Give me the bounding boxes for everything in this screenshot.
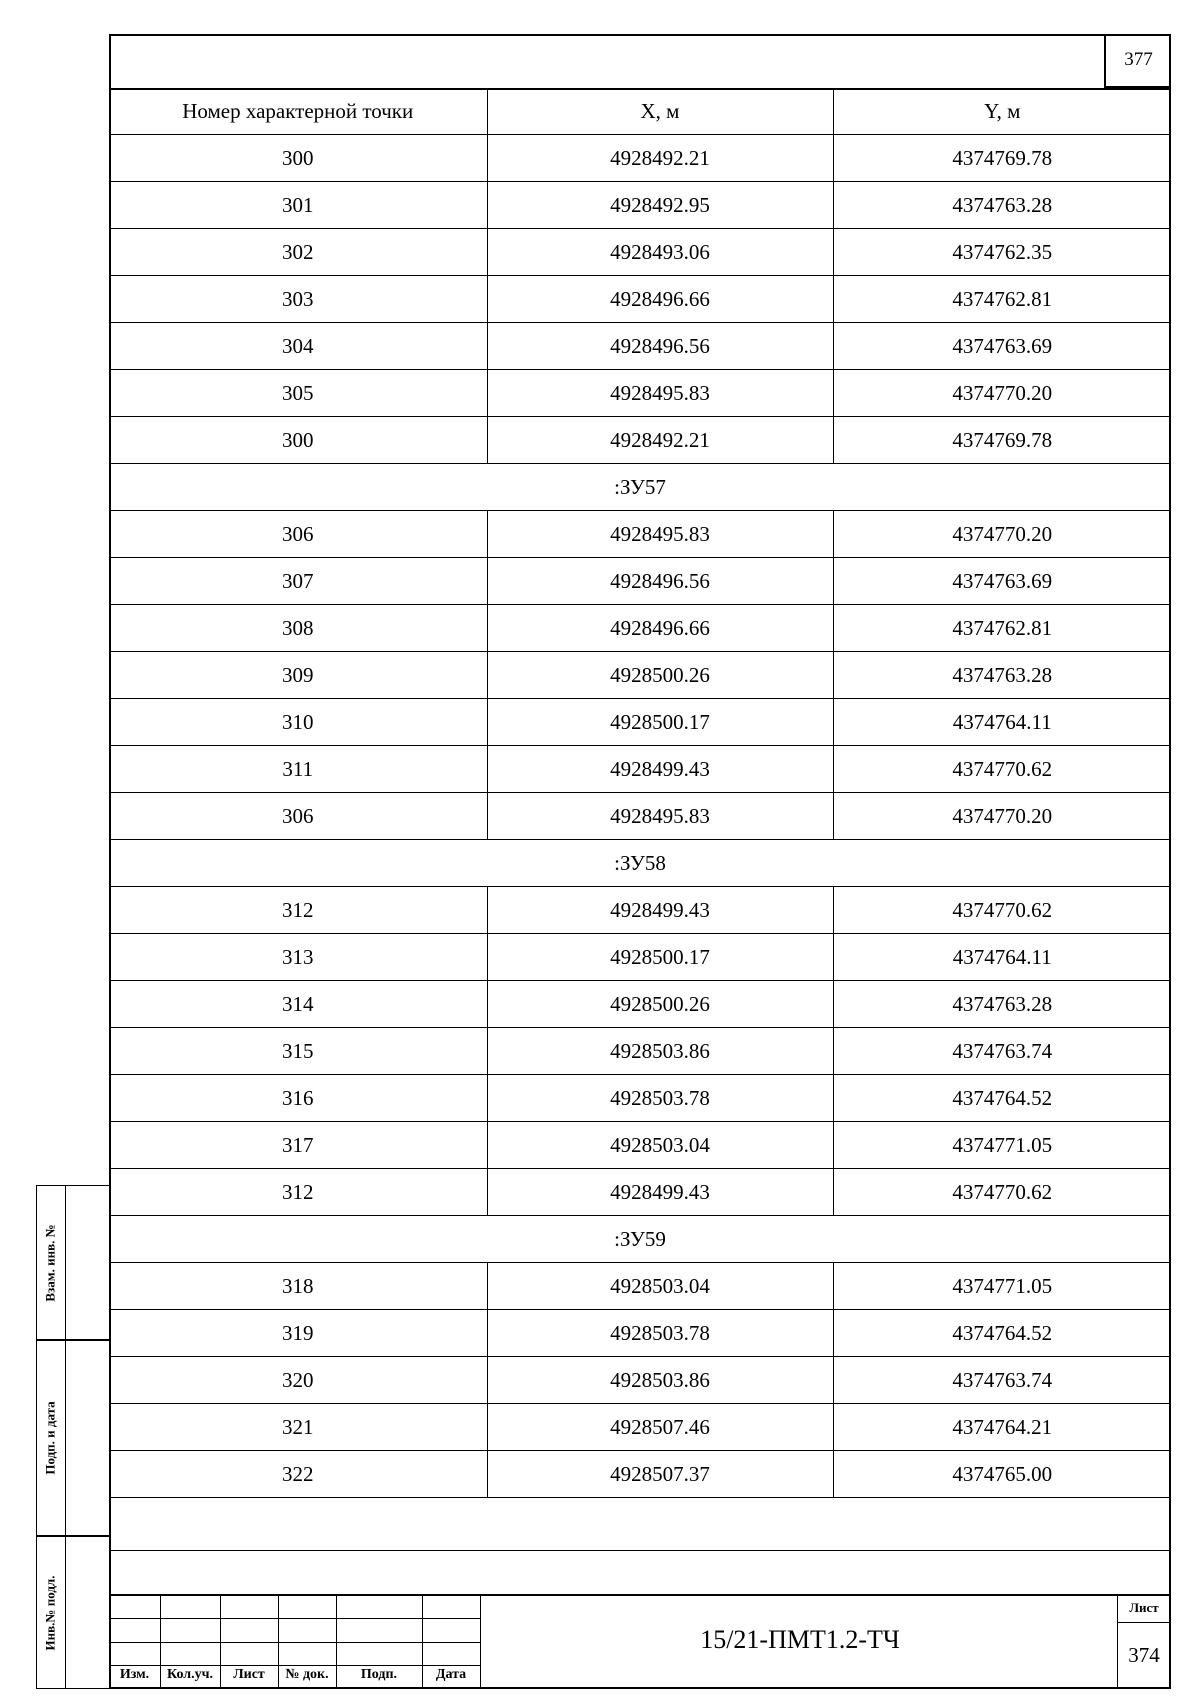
header-x: X, м	[487, 88, 833, 135]
table-row	[109, 934, 1171, 981]
sheet-number: 374	[1128, 1643, 1160, 1667]
y-cell: 4374763.28	[833, 981, 1171, 1028]
table-row	[109, 511, 1171, 558]
table-row	[109, 1122, 1171, 1169]
table-row	[109, 1310, 1171, 1357]
point-number-cell: 317	[109, 1122, 487, 1169]
coordinates-table	[109, 88, 1171, 1498]
label-doc-no: № док.	[285, 1667, 329, 1682]
x-cell: 4928499.43	[487, 746, 833, 793]
y-cell: 4374771.05	[833, 1122, 1171, 1169]
point-number-cell: 309	[109, 652, 487, 699]
section-label: :ЗУ59	[109, 1216, 1171, 1263]
point-number-cell: 321	[109, 1404, 487, 1451]
x-cell: 4928503.04	[487, 1122, 833, 1169]
section-row	[109, 464, 1171, 511]
y-cell: 4374769.78	[833, 417, 1171, 464]
table-row	[109, 1451, 1171, 1498]
table-row	[109, 981, 1171, 1028]
table-row	[109, 1169, 1171, 1216]
y-cell: 4374763.69	[833, 323, 1171, 370]
x-cell: 4928499.43	[487, 887, 833, 934]
document-code: 15/21-ПМТ1.2-ТЧ	[700, 1625, 900, 1654]
table-row	[109, 1028, 1171, 1075]
table-bottom-line	[109, 1550, 1171, 1551]
table-row	[109, 417, 1171, 464]
section-label: :ЗУ58	[109, 840, 1171, 887]
y-cell: 4374770.62	[833, 887, 1171, 934]
y-cell: 4374770.20	[833, 511, 1171, 558]
y-cell: 4374770.20	[833, 793, 1171, 840]
table-row	[109, 182, 1171, 229]
table-body	[109, 135, 1171, 1498]
title-block-row-line	[109, 1665, 480, 1666]
y-cell: 4374762.81	[833, 605, 1171, 652]
point-number-cell: 322	[109, 1451, 487, 1498]
label-date: Дата	[435, 1667, 467, 1682]
y-cell: 4374770.62	[833, 746, 1171, 793]
point-number-cell: 307	[109, 558, 487, 605]
point-number-cell: 306	[109, 793, 487, 840]
x-cell: 4928493.06	[487, 229, 833, 276]
y-cell: 4374764.52	[833, 1310, 1171, 1357]
x-cell: 4928503.04	[487, 1263, 833, 1310]
table-row	[109, 229, 1171, 276]
stamp-label-original: Инв.№ подл.	[42, 1575, 58, 1650]
point-number-cell: 312	[109, 887, 487, 934]
table-row	[109, 558, 1171, 605]
point-number-cell: 314	[109, 981, 487, 1028]
point-number-cell: 305	[109, 370, 487, 417]
point-number-cell: 308	[109, 605, 487, 652]
table-row	[109, 276, 1171, 323]
y-cell: 4374762.81	[833, 276, 1171, 323]
y-cell: 4374770.62	[833, 1169, 1171, 1216]
x-cell: 4928496.66	[487, 276, 833, 323]
table-row	[109, 793, 1171, 840]
table-row	[109, 1263, 1171, 1310]
x-cell: 4928503.78	[487, 1075, 833, 1122]
stamp-label-replaced: Взам. инв. №	[42, 1223, 58, 1302]
table-row	[109, 652, 1171, 699]
point-number-cell: 319	[109, 1310, 487, 1357]
point-number-cell: 300	[109, 417, 487, 464]
sheet-label: Лист	[1129, 1600, 1159, 1615]
x-cell: 4928507.37	[487, 1451, 833, 1498]
label-sheet: Лист	[233, 1667, 265, 1682]
x-cell: 4928500.17	[487, 699, 833, 746]
table-row	[109, 135, 1171, 182]
section-row	[109, 840, 1171, 887]
x-cell: 4928496.66	[487, 605, 833, 652]
title-block-row-line	[109, 1618, 480, 1619]
x-cell: 4928492.21	[487, 417, 833, 464]
point-number-cell: 320	[109, 1357, 487, 1404]
label-signature: Подп.	[360, 1667, 398, 1682]
table-row	[109, 323, 1171, 370]
title-block-row-line	[109, 1642, 480, 1643]
y-cell: 4374764.11	[833, 934, 1171, 981]
x-cell: 4928500.26	[487, 981, 833, 1028]
stamp-label-signature: Подп. и дата	[42, 1401, 58, 1475]
y-cell: 4374763.74	[833, 1028, 1171, 1075]
y-cell: 4374769.78	[833, 135, 1171, 182]
y-cell: 4374770.20	[833, 370, 1171, 417]
point-number-cell: 300	[109, 135, 487, 182]
point-number-cell: 302	[109, 229, 487, 276]
point-number-cell: 310	[109, 699, 487, 746]
x-cell: 4928500.26	[487, 652, 833, 699]
x-cell: 4928492.95	[487, 182, 833, 229]
x-cell: 4928495.83	[487, 511, 833, 558]
point-number-cell: 313	[109, 934, 487, 981]
point-number-cell: 306	[109, 511, 487, 558]
x-cell: 4928495.83	[487, 793, 833, 840]
point-number-cell: 315	[109, 1028, 487, 1075]
table-row	[109, 699, 1171, 746]
point-number-cell: 311	[109, 746, 487, 793]
table-row	[109, 746, 1171, 793]
table-row	[109, 605, 1171, 652]
header-point-number: Номер характерной точки	[109, 88, 487, 135]
label-qty: Кол.уч.	[166, 1667, 214, 1682]
y-cell: 4374764.52	[833, 1075, 1171, 1122]
x-cell: 4928503.86	[487, 1357, 833, 1404]
y-cell: 4374771.05	[833, 1263, 1171, 1310]
y-cell: 4374765.00	[833, 1451, 1171, 1498]
x-cell: 4928499.43	[487, 1169, 833, 1216]
x-cell: 4928492.21	[487, 135, 833, 182]
point-number-cell: 318	[109, 1263, 487, 1310]
y-cell: 4374763.74	[833, 1357, 1171, 1404]
x-cell: 4928507.46	[487, 1404, 833, 1451]
section-row	[109, 1216, 1171, 1263]
x-cell: 4928503.86	[487, 1028, 833, 1075]
y-cell: 4374764.11	[833, 699, 1171, 746]
x-cell: 4928495.83	[487, 370, 833, 417]
point-number-cell: 316	[109, 1075, 487, 1122]
table-row	[109, 1404, 1171, 1451]
x-cell: 4928503.78	[487, 1310, 833, 1357]
table-row	[109, 1357, 1171, 1404]
table-row	[109, 1075, 1171, 1122]
y-cell: 4374763.28	[833, 182, 1171, 229]
y-cell: 4374764.21	[833, 1404, 1171, 1451]
page-number: 377	[1104, 34, 1171, 88]
y-cell: 4374763.28	[833, 652, 1171, 699]
x-cell: 4928500.17	[487, 934, 833, 981]
label-change: Изм.	[119, 1667, 150, 1682]
y-cell: 4374763.69	[833, 558, 1171, 605]
x-cell: 4928496.56	[487, 323, 833, 370]
stamp-divider	[65, 1185, 66, 1689]
point-number-cell: 312	[109, 1169, 487, 1216]
section-label: :ЗУ57	[109, 464, 1171, 511]
point-number-cell: 304	[109, 323, 487, 370]
point-number-cell: 301	[109, 182, 487, 229]
x-cell: 4928496.56	[487, 558, 833, 605]
y-cell: 4374762.35	[833, 229, 1171, 276]
header-y: Y, м	[833, 88, 1171, 135]
table-row	[109, 370, 1171, 417]
table-header-row	[109, 88, 1171, 135]
point-number-cell: 303	[109, 276, 487, 323]
table-row	[109, 887, 1171, 934]
